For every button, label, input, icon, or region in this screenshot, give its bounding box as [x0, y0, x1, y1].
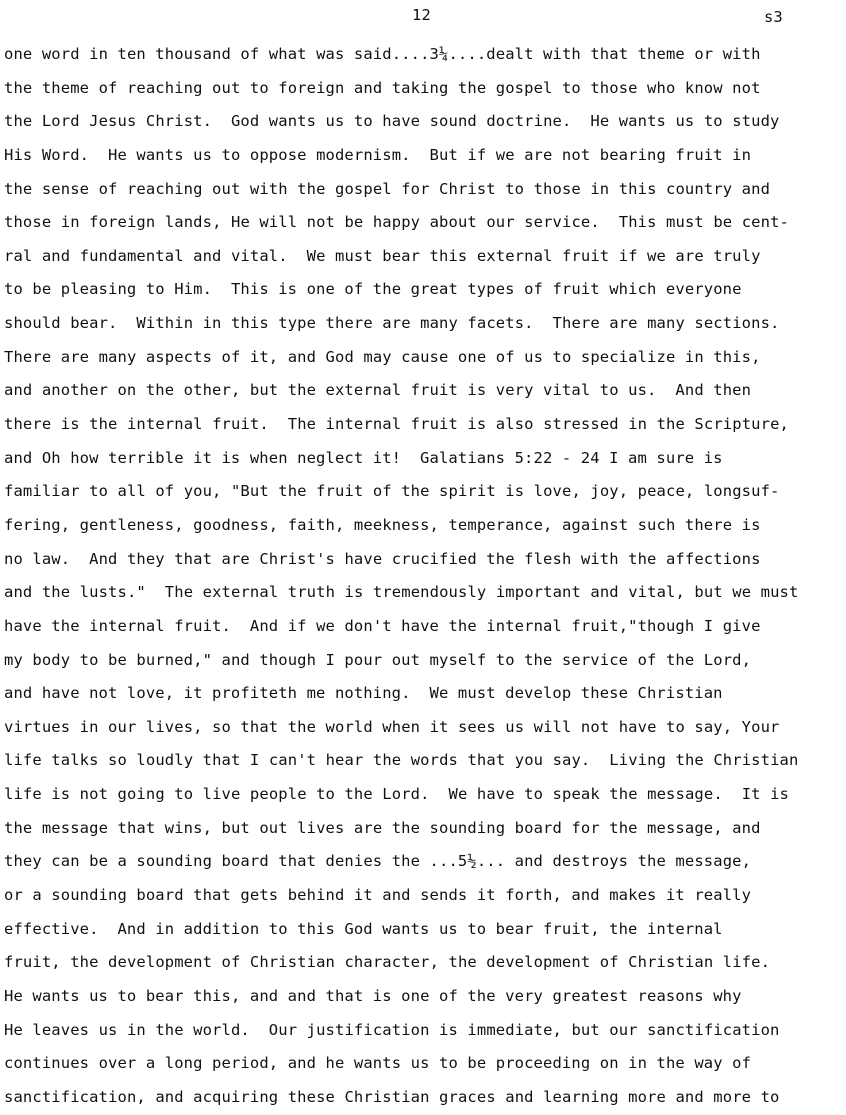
- text-line: familiar to all of you, "But the fruit of the spirit is love, joy, peace, longsuf-: [4, 482, 780, 501]
- page-code: s3: [764, 8, 783, 26]
- text-line: should bear. Within in this type there are many facets. There are many sections.: [4, 314, 780, 333]
- text-line: the Lord Jesus Christ. God wants us to have sound doctrine. He wants us to study: [4, 112, 780, 131]
- text-line: His Word. He wants us to oppose modernism. But if we are not bearing fruit in: [4, 145, 752, 164]
- text-line: ral and fundamental and vital. We must bear this external fruit if we are truly: [4, 246, 761, 265]
- text-line: to be pleasing to Him. This is one of the great types of fruit which everyone: [4, 280, 742, 299]
- text-line: effective. And in addition to this God wants us to bear fruit, the internal: [4, 919, 723, 938]
- text-line: the sense of reaching out with the gospel for Christ to those in this country and: [4, 179, 771, 198]
- text-line: and have not love, it profiteth me nothing. We must develop these Christian: [4, 684, 723, 703]
- body-text: [4, 38, 846, 1115]
- text-line: He wants us to bear this, and and that is one of the very greatest reasons why: [4, 986, 742, 1005]
- text-line: those in foreign lands, He will not be happy about our service. This must be cent-: [4, 213, 789, 232]
- text-line: life talks so loudly that I can't hear the words that you say. Living the Christian: [4, 751, 799, 770]
- text-line: there is the internal fruit. The internal fruit is also stressed in the Scripture,: [4, 415, 789, 434]
- text-line: one word in ten thousand of what was said....3¼....dealt with that theme or with: [4, 45, 761, 63]
- text-line: or a sounding board that gets behind it and sends it forth, and makes it really: [4, 886, 752, 905]
- text-line: the message that wins, but out lives are the sounding board for the message, and: [4, 818, 761, 837]
- text-line: He leaves us in the world. Our justification is immediate, but our sanctification: [4, 1020, 780, 1039]
- text-line: There are many aspects of it, and God may cause one of us to specialize in this,: [4, 347, 761, 366]
- text-line: and another on the other, but the external fruit is very vital to us. And then: [4, 381, 752, 400]
- text-line: the theme of reaching out to foreign and taking the gospel to those who know not: [4, 78, 761, 97]
- text-line: fruit, the development of Christian character, the development of Christian life.: [4, 953, 771, 972]
- text-line: sanctification, and acquiring these Christian graces and learning more and more to: [4, 1087, 780, 1106]
- text-line: no law. And they that are Christ's have crucified the flesh with the affections: [4, 549, 761, 568]
- text-line: they can be a sounding board that denies the ...5½... and destroys the message,: [4, 852, 752, 871]
- text-line: and Oh how terrible it is when neglect it! Galatians 5:22 - 24 I am sure is: [4, 448, 723, 467]
- text-line: virtues in our lives, so that the world when it sees us will not have to say, Your: [4, 717, 780, 736]
- text-line: continues over a long period, and he wants us to be proceeding on in the way of: [4, 1054, 752, 1073]
- text-line: life is not going to live people to the Lord. We have to speak the message. It is: [4, 785, 789, 804]
- text-line: my body to be burned," and though I pour out myself to the service of the Lord,: [4, 650, 752, 669]
- text-line: and the lusts." The external truth is tremendously important and vital, but we must: [4, 583, 799, 602]
- page-number: 12: [412, 6, 432, 24]
- text-line: fering, gentleness, goodness, faith, meekness, temperance, against such there is: [4, 515, 761, 534]
- text-line: have the internal fruit. And if we don't have the internal fruit,"though I give: [4, 616, 761, 635]
